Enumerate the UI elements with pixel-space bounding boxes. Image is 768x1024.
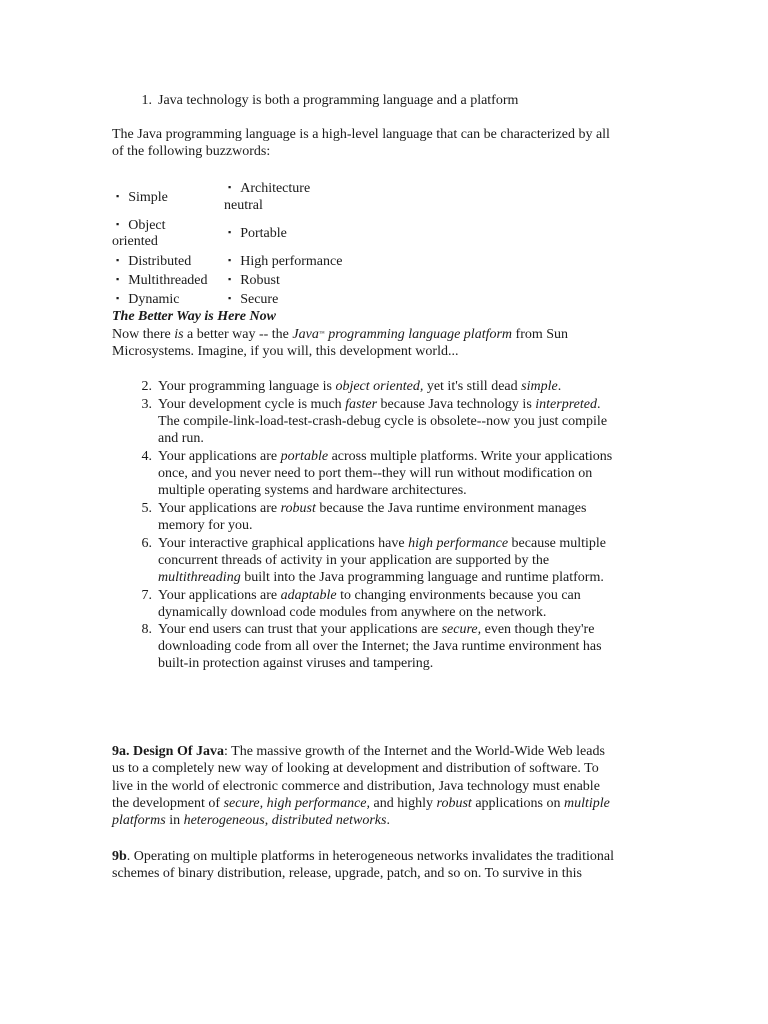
bullet-icon: ▪ xyxy=(228,293,232,303)
buzzword-neutral: neutral xyxy=(224,198,263,213)
section-label: 9a. Design Of Java xyxy=(112,744,224,759)
buzzword-portable: ▪ Portable xyxy=(228,226,287,241)
list-number: 1. xyxy=(141,93,152,108)
list-text: Your applications are adaptable to changing environments because you can dynamically download code modules from anywhere on the network. xyxy=(158,588,581,620)
buzzword-robust: ▪ Robust xyxy=(228,273,280,288)
paragraph-line: Microsystems. Imagine, if you will, this development world... xyxy=(112,344,459,359)
list-text: Java technology is both a programming language and a platform xyxy=(158,93,519,108)
bullet-icon: ▪ xyxy=(116,219,120,229)
paragraph-line: the development of secure, high performance, and highly robust applications on multiple xyxy=(112,796,610,811)
paragraph-line: 9a. Design Of Java: The massive growth of the Internet and the World-Wide Web leads xyxy=(112,744,605,759)
list-number: 8. xyxy=(141,622,152,637)
buzzword-high-performance: ▪ High performance xyxy=(228,254,343,269)
intro-line: of the following buzzwords: xyxy=(112,144,271,159)
bullet-icon: ▪ xyxy=(116,191,120,201)
list-number: 2. xyxy=(141,379,152,394)
bullet-icon: ▪ xyxy=(116,255,120,265)
list-text: Your applications are robust because the Java runtime environment manages memory for you. xyxy=(158,501,587,533)
buzzword-simple: ▪ Simple xyxy=(116,190,168,205)
paragraph-line: Now there is a better way -- the Java™ programming language platform from Sun xyxy=(112,327,569,342)
bullet-icon: ▪ xyxy=(116,274,120,284)
list-number: 7. xyxy=(141,588,152,603)
buzzword-architecture: ▪ Architecture xyxy=(228,181,311,196)
paragraph-line: platforms in heterogeneous, distributed networks. xyxy=(112,813,390,828)
buzzword-secure: ▪ Secure xyxy=(228,292,279,307)
paragraph-line: 9b. Operating on multiple platforms in heterogeneous networks invalidates the traditional xyxy=(112,849,614,864)
list-text: Your programming language is object oriented, yet it's still dead simple. xyxy=(158,379,562,394)
buzzword-distributed: ▪ Distributed xyxy=(116,254,192,269)
list-text: Your end users can trust that your applications are secure, even though they're downloading code from all over the Internet; the Java runtime environment has built-in protection against viruses and tampering. xyxy=(158,622,602,671)
intro-line: The Java programming language is a high-level language that can be characterized by all xyxy=(112,127,610,142)
buzzword-dynamic: ▪ Dynamic xyxy=(116,292,180,307)
bullet-icon: ▪ xyxy=(228,227,232,237)
list-text: Your applications are portable across multiple platforms. Write your applications once, and you never need to port them--they will run without modification on multiple operating systems and hardware architectures. xyxy=(158,449,613,498)
section-label: 9b xyxy=(112,849,127,864)
bullet-icon: ▪ xyxy=(228,255,232,265)
paragraph-line: us to a completely new way of looking at development and distribution of software. To xyxy=(112,761,599,776)
buzzword-object: ▪ Object xyxy=(116,218,166,233)
buzzword-oriented: oriented xyxy=(112,234,158,249)
list-number: 4. xyxy=(141,449,152,464)
list-text: Your development cycle is much faster because Java technology is interpreted. The compile-link-load-test-crash-debug cycle is obsolete--now you just compile and run. xyxy=(158,397,608,446)
bullet-icon: ▪ xyxy=(116,293,120,303)
buzzword-multithreaded: ▪ Multithreaded xyxy=(116,273,208,288)
list-text: Your interactive graphical applications have high performance because multiple concurrent threads of activity in your application are supported by the multithreading built into the Java programming language and runtime platform. xyxy=(158,536,607,585)
paragraph-line: live in the world of electronic commerce and distribution, Java technology must enable xyxy=(112,779,600,794)
paragraph-line: schemes of binary distribution, release, upgrade, patch, and so on. To survive in this xyxy=(112,866,582,881)
list-number: 6. xyxy=(141,536,152,551)
list-number: 5. xyxy=(141,501,152,516)
list-number: 3. xyxy=(141,397,152,412)
bullet-icon: ▪ xyxy=(228,182,232,192)
bullet-icon: ▪ xyxy=(228,274,232,284)
section-heading: The Better Way is Here Now xyxy=(112,309,276,324)
